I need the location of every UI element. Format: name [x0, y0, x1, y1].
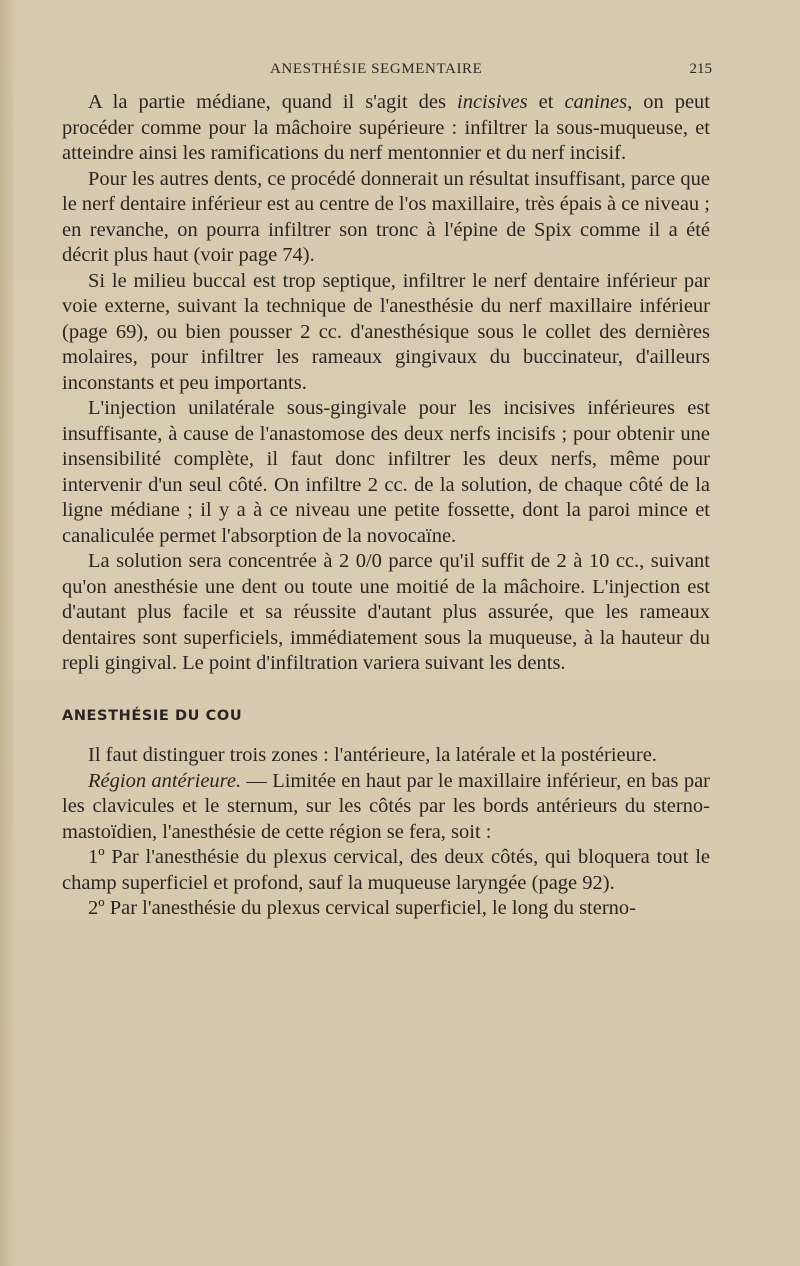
paragraph-5: La solution sera concentrée à 2 0/0 parce qu'il suffit de 2 à 10 cc., suivant qu'on anesthésie une dent ou toute une moitié de la mâchoire. L'injection est d'autant plus facile et sa réussite d'autant plus assurée, que les rameaux dentaires sont superficiels, immédiatement sous la muqueuse, à la hauteur du repli gingival. Le point d'infiltration variera suivant les dents. [62, 550, 710, 674]
italic-term-canines: canines [564, 91, 628, 113]
italic-term-incisives: incisives [457, 91, 528, 113]
body-text [62, 90, 710, 922]
paragraph-8: 1º Par l'anesthésie du plexus cervical, des deux côtés, qui bloquera tout le champ superficiel et profond, sauf la muqueuse laryngée (page 92). [62, 846, 710, 894]
section-heading: ANESTHÉSIE DU COU [62, 707, 243, 724]
paragraph-9: 2º Par l'anesthésie du plexus cervical superficiel, le long du sterno- [88, 897, 637, 919]
paragraph-4: L'injection unilatérale sous-gingivale pour les incisives inférieures est insuffisante, à cause de l'anastomose des deux nerfs incisifs ; pour obtenir une insensibilité complète, il faut donc infiltrer les deux nerfs, même pour intervenir d'un seul côté. On infiltre 2 cc. de la solution, de chaque côté de la ligne médiane ; il y a à ce niveau une petite fossette, dont la paroi mince et canaliculée permet l'absorption de la novocaïne. [62, 397, 710, 547]
paragraph-3: Si le milieu buccal est trop septique, infiltrer le nerf dentaire inférieur par voie externe, suivant la technique de l'anesthésie du nerf maxillaire inférieur (page 69), ou bien pousser 2 cc. d'anesthésique sous le collet des dernières molaires, pour infiltrer les rameaux gingivaux du buccinateur, d'ailleurs inconstants et peu importants. [62, 269, 710, 394]
paragraph-7 [62, 769, 710, 846]
page-spine-shadow [0, 0, 14, 1266]
paragraph-2: Pour les autres dents, ce procédé donnerait un résultat insuffisant, parce que le nerf dentaire inférieur est au centre de l'os maxillaire, très épais à ce niveau ; en revanche, on pourra infiltrer son tronc à l'épine de Spix comme il a été décrit plus haut (voir page 74). [62, 167, 710, 266]
paragraph-6: Il faut distinguer trois zones : l'antérieure, la latérale et la postérieure. [88, 744, 657, 766]
running-head: ANESTHÉSIE SEGMENTAIRE [270, 61, 483, 77]
paragraph-1 [62, 90, 710, 167]
page-header [62, 61, 712, 85]
italic-subheading-region-anterieure: Région antérieure. [88, 769, 242, 792]
paragraph-1-text-c: , on peut procéder comme pour la mâchoire supérieure : infiltrer la sous-muqueuse, et atteindre ainsi les ramifications du nerf mentonnier et du nerf incisif. [62, 91, 711, 164]
paragraph-1-text-b: et [527, 91, 565, 113]
paragraph-7-text: — Limitée en haut par le maxillaire inférieur, en bas par les clavicules et le sternum, sur les côtés par les bords antérieurs du sterno-mastoïdien, l'anesthésie de cette région se fera, soit : [62, 769, 710, 843]
page-number: 215 [689, 61, 712, 77]
paragraph-1-text-a: A la partie médiane, quand il s'agit des [88, 91, 458, 113]
